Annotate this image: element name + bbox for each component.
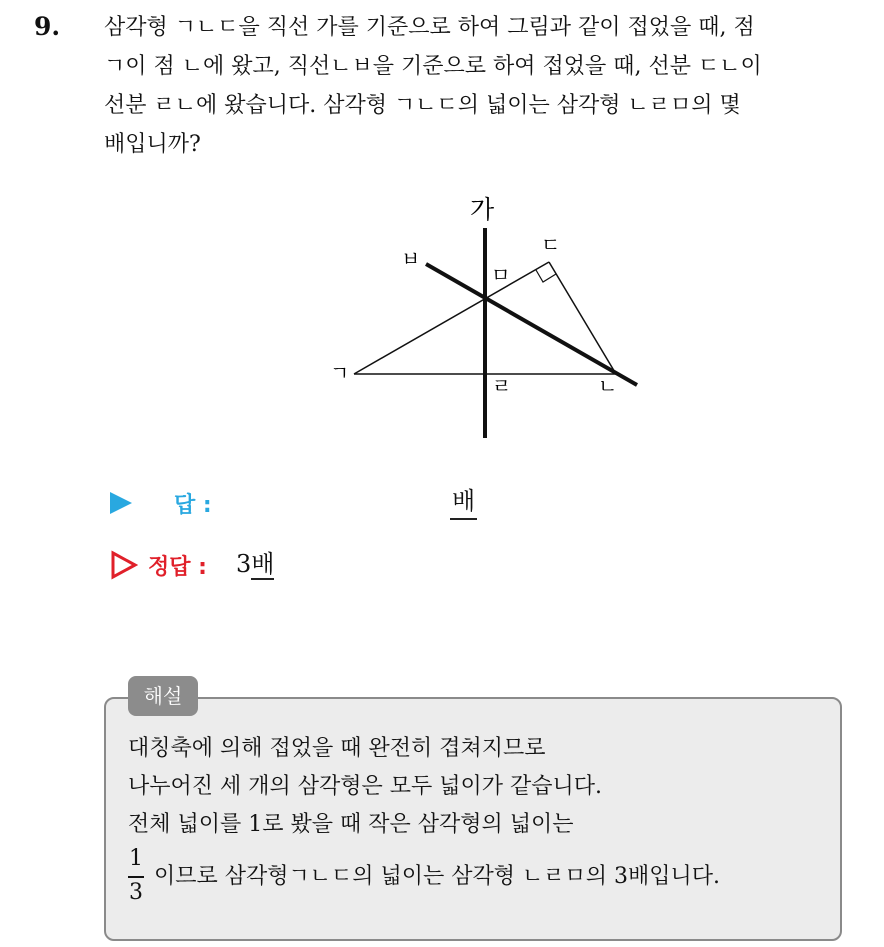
explanation-line: 나누어진 세 개의 삼각형은 모두 넓이가 같습니다. [128,774,602,799]
correct-answer-row [110,548,610,588]
fraction-numerator: 1 [129,846,143,871]
answer-row [110,486,610,522]
question-number: 9. [34,12,61,41]
label-ga: 가 [470,195,495,224]
label-bieup: ㅂ [401,247,421,271]
question-line: ㄱ이 점 ㄴ에 왔고, 직선ㄴㅂ을 기준으로 하여 접었을 때, 선분 ㄷㄴ이 [104,54,762,79]
label-mieum: ㅁ [491,263,511,287]
explanation-fraction-line [128,846,828,910]
explanation-text [128,730,602,844]
label-rieul: ㄹ [492,374,512,398]
fraction-denominator: 3 [129,880,143,905]
correct-unit: 배 [251,550,275,578]
correct-label: 정답 : [148,555,207,580]
question-line: 선분 ㄹㄴ에 왔습니다. 삼각형 ㄱㄴㄷ의 넓이는 삼각형 ㄴㄹㅁ의 몇 [104,93,741,118]
answer-blank[interactable] [450,486,477,520]
answer-label: 답 : [174,493,212,518]
explanation-line: 대칭축에 의해 접었을 때 완전히 겹쳐지므로 [128,736,546,761]
label-giyeok: ㄱ [330,361,350,385]
triangle-figure [0,0,884,470]
explanation-tag: 해설 [128,676,198,716]
answer-unit: 배 [452,487,476,515]
label-digeut: ㄷ [541,233,561,257]
explanation-last-line: 이므로 삼각형ㄱㄴㄷ의 넓이는 삼각형 ㄴㄹㅁ의 3배입니다. [154,864,721,889]
question-line: 삼각형 ㄱㄴㄷ을 직선 가를 기준으로 하여 그림과 같이 접었을 때, 점 [104,15,755,40]
fraction-bar [128,876,144,878]
fold-line-bieup-nieun [426,264,637,385]
hollow-triangle-icon [110,550,138,580]
explanation-line: 전체 넓이를 1로 봤을 때 작은 삼각형의 넓이는 [128,812,574,837]
right-angle-mark [536,270,556,282]
play-icon [110,492,132,514]
correct-number: 3 [236,550,252,578]
side-digeut-nieun [549,262,616,374]
label-nieun: ㄴ [598,374,618,398]
question-line: 배입니까? [104,132,201,157]
correct-value [236,548,274,580]
